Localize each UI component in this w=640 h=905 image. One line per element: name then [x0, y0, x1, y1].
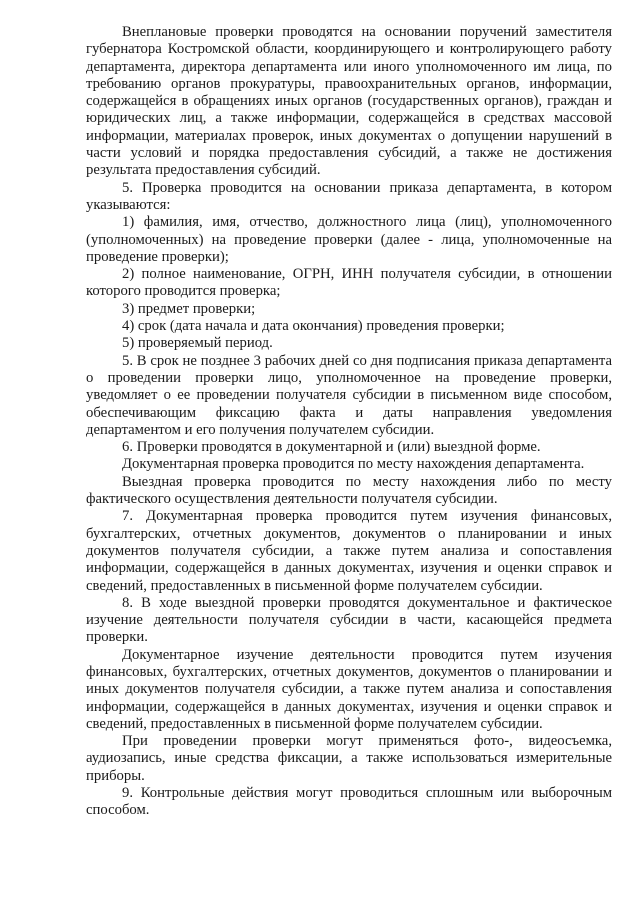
paragraph-onsite-place: Выездная проверка проводится по месту нахождения либо по месту фактического осуществления деятельности получателя субсидии.: [86, 473, 612, 508]
paragraph-5-order: 5. Проверка проводится на основании приказа департамента, в котором указываются:: [86, 179, 612, 213]
paragraph-documentary-place: Документарная проверка проводится по месту нахождения департамента.: [122, 456, 585, 473]
paragraph-5-notification: 5. В срок не позднее 3 рабочих дней со дня подписания приказа департамента о проведении проверки лицо, уполномоченное на проведение проверки, уведомляет о ее проведении получателя субсидии в письменном виде способом, обеспечивающим фиксацию факта и даты направления уведомления департаментом и его получения получателем субсидии.: [86, 352, 612, 438]
paragraph-9-control-actions: 9. Контрольные действия могут проводиться сплошным или выборочным способом.: [86, 785, 612, 819]
paragraph-unscheduled-checks: Внеплановые проверки проводятся на основании поручений заместителя губернатора Костромской области, координирующего и контролирующего работу департамента, директора департамента или иного уполномоченного им лица, по требованию органов прокуратуры, правоохранительных органов, информации, содержащейся в обращениях иных органов (государственных органов), граждан и юридических лиц, а также информации, содержащейся в средствах массовой информации, материалах проверок, иных документах о допущении нарушений в части условий и порядка предоставления субсидий, а также не достижения результата предоставления субсидий.: [86, 24, 612, 179]
list-item-5: 5) проверяемый период.: [122, 335, 273, 352]
list-item-1: 1) фамилия, имя, отчество, должностного лица (лиц), уполномоченного (уполномоченных) на проведение проверки (далее - лица, уполномоченные на проведение проверки);: [86, 214, 612, 265]
list-item-4: 4) срок (дата начала и дата окончания) проведения проверки;: [122, 318, 505, 335]
paragraph-8-onsite: 8. В ходе выездной проверки проводятся документальное и фактическое изучение деятельности получателя субсидии в части, касающейся предмета проверки.: [86, 594, 612, 646]
paragraph-documentary-study: Документарное изучение деятельности проводится путем изучения финансовых, бухгалтерских, отчетных документов, документов о планировании и иных документов получателя субсидии, а также путем анализа и сопоставления информации, содержащейся в данных документах, изучения и оценки справок и сведений, предоставленных в письменной форме получателем субсидии.: [86, 646, 612, 732]
list-item-3: 3) предмет проверки;: [122, 300, 256, 317]
paragraph-6-forms: 6. Проверки проводятся в документарной и (или) выездной форме.: [122, 439, 541, 456]
list-item-2: 2) полное наименование, ОГРН, ИНН получателя субсидии, в отношении которого проводится проверка;: [86, 266, 612, 300]
paragraph-fixation-means: При проведении проверки могут применяться фото-, видеосъемка, аудиозапись, иные средства фиксации, а также использоваться измерительные приборы.: [86, 733, 612, 784]
paragraph-7-documentary: 7. Документарная проверка проводится путем изучения финансовых, бухгалтерских, отчетных документов, документов о планировании и иных документов получателя субсидии, а также путем анализа и сопоставления информации, содержащейся в данных документах, изучения и оценки справок и сведений, предоставленных в письменной форме получателем субсидии.: [86, 508, 612, 594]
document-page: [86, 24, 612, 820]
